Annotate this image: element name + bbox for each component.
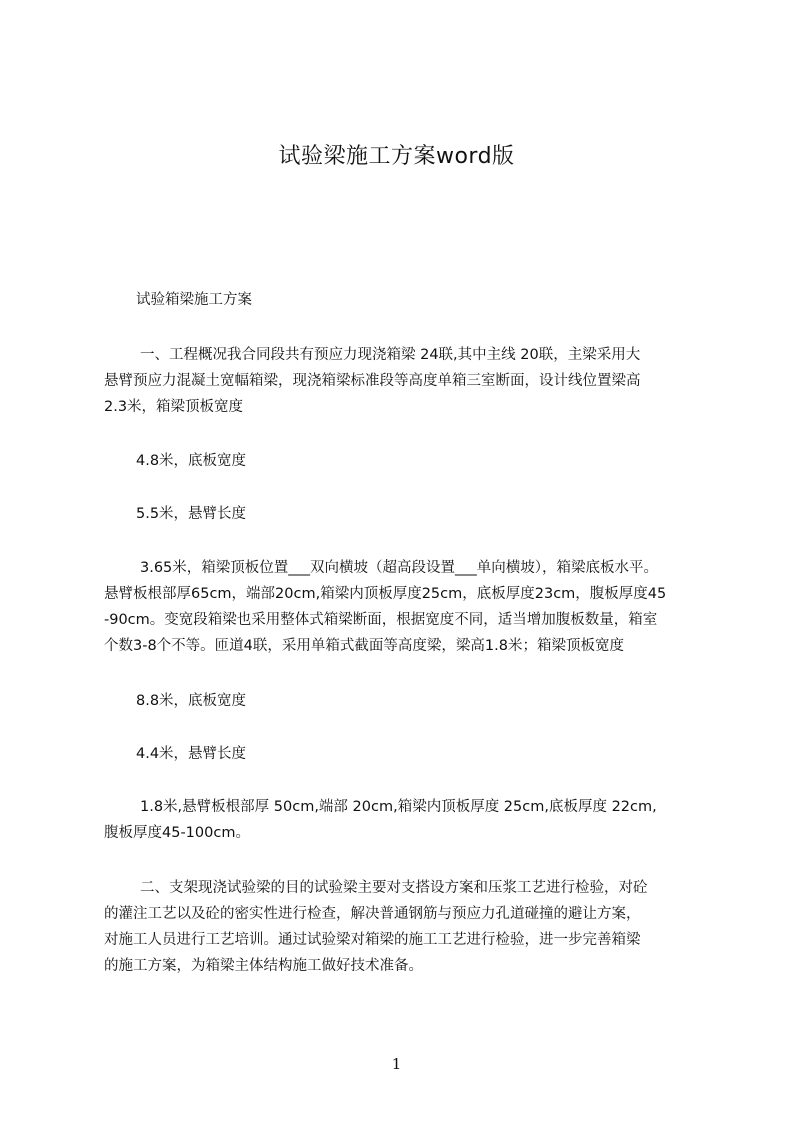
paragraph-ramp-cantilever: [104, 741, 729, 767]
paragraph-line: 悬臂板根部厚65cm，端部20cm,箱梁内顶板厚度25cm，底板厚度23cm，腹板厚度45: [104, 586, 667, 602]
paragraph-line: 5.5米，悬臂长度: [136, 506, 247, 522]
paragraph-line: 的施工方案，为箱梁主体结构施工做好技术准备。: [104, 958, 423, 974]
paragraph-test-purpose: [104, 875, 697, 979]
paragraph-line: 二、支架现浇试验梁的目的试验梁主要对支搭设方案和压浆工艺进行检验，对砼: [140, 880, 648, 896]
paragraph-line: 的灌注工艺以及砼的密实性进行检查，解决普通钢筋与预应力孔道碰撞的避让方案，: [104, 906, 641, 922]
paragraph-ramp-dimensions: [104, 794, 697, 846]
paragraph-line: 腹板厚度45-100cm。: [104, 825, 250, 841]
paragraph-bottom-width: [104, 448, 729, 474]
paragraph-line: 4.8米，底板宽度: [136, 453, 247, 469]
paragraph-line: 1.8米,悬臂板根部厚 50cm,端部 20cm,箱梁内顶板厚度 25cm,底板厚度 22cm,: [140, 799, 657, 815]
paragraph-line: 4.4米，悬臂长度: [136, 746, 247, 762]
paragraph-beam-details: [104, 555, 697, 659]
paragraph-line: 对施工人员进行工艺培训。通过试验梁对箱梁的施工工艺进行检验，进一步完善箱梁: [104, 932, 641, 948]
page-number: 1: [391, 1055, 402, 1073]
paragraph-line: -90cm。变宽段箱梁也采用整体式箱梁断面，根据宽度不同，适当增加腹板数量，箱室: [104, 612, 658, 628]
paragraph-project-overview: [104, 342, 697, 420]
paragraph-line: 一、工程概况我合同段共有预应力现浇箱梁 24联,其中主线 20联，主梁采用大: [140, 347, 641, 363]
paragraph-line: 3.65米，箱梁顶板位置___双向横坡（超高段设置___单向横坡），箱梁底板水平。: [140, 560, 659, 576]
paragraph-cantilever-length: [104, 501, 729, 527]
paragraph-line: 悬臂预应力混凝土宽幅箱梁，现浇箱梁标准段等高度单箱三室断面，设计线位置梁高: [104, 373, 641, 389]
paragraph-ramp-bottom-width: [104, 688, 729, 714]
document-title: 试验梁施工方案word版: [278, 144, 515, 169]
paragraph-line: 个数3-8个不等。匝道4联，采用单箱式截面等高度梁，梁高1.8米；箱梁顶板宽度: [104, 638, 624, 654]
section-heading: [104, 287, 729, 313]
paragraph-line: 2.3米，箱梁顶板宽度: [104, 399, 244, 415]
paragraph-line: 8.8米，底板宽度: [136, 693, 247, 709]
section-heading-text: 试验箱梁施工方案: [136, 292, 252, 308]
